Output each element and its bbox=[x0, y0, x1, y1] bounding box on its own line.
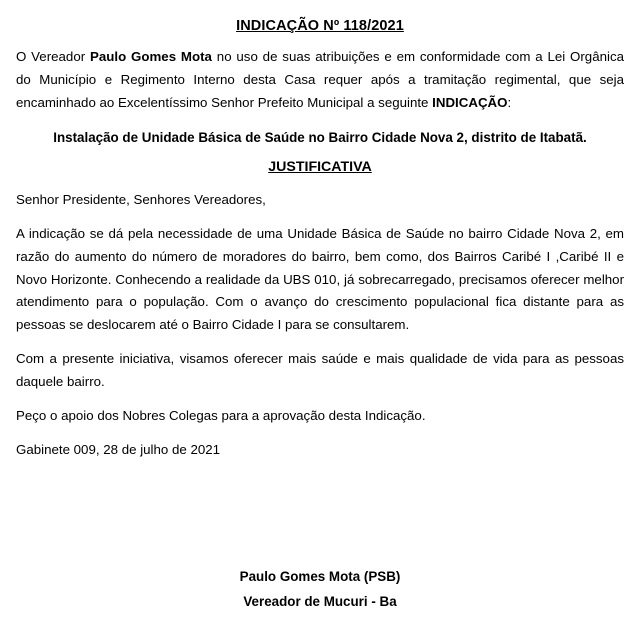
intro-after-name: no uso de suas atribuições e em conformidade com a Lei Orgânica do Município e Regimento Interno desta Casa requer após a tramitação regimental, que seja encaminhado ao Excelentíssimo Senhor Prefeito Municipal a seguinte bbox=[16, 49, 624, 110]
justification-paragraph-1: A indicação se dá pela necessidade de uma Unidade Básica de Saúde no bairro Cidade Nova 2, em razão do aumento do número de moradores do bairro, bem como, dos Bairros Caribé I ,Caribé II e Novo Horizonte. Conhecendo a realidade da UBS 010, já sobrecarregado, precisamos oferecer melhor atendimento para o população. Com o avanço do crescimento populacional fica distante para as pessoas se deslocarem até o Bairro Cidade I para se consultarem. bbox=[16, 225, 624, 333]
justification-paragraph-3: Peço o apoio dos Nobres Colegas para a aprovação desta Indicação. bbox=[16, 407, 426, 423]
signature-role: Vereador de Mucuri - Ba bbox=[243, 594, 397, 610]
request-statement: Instalação de Unidade Básica de Saúde no Bairro Cidade Nova 2, distrito de Itabatã. bbox=[53, 129, 587, 145]
signature-name: Paulo Gomes Mota (PSB) bbox=[239, 569, 401, 585]
intro-before-name: O Vereador bbox=[16, 49, 86, 64]
intro-highlight: INDICAÇÃO bbox=[432, 94, 508, 110]
intro-end: : bbox=[507, 94, 512, 110]
salutation: Senhor Presidente, Senhores Vereadores, bbox=[16, 192, 266, 208]
location-date: Gabinete 009, 28 de julho de 2021 bbox=[16, 441, 221, 457]
vereador-name: Paulo Gomes Mota bbox=[89, 49, 212, 64]
justification-paragraph-2: Com a presente iniciativa, visamos oferecer mais saúde e mais qualidade de vida para as pessoas daquele bairro. bbox=[16, 351, 624, 390]
signature-block bbox=[0, 565, 640, 615]
justification-heading: JUSTIFICATIVA bbox=[268, 159, 372, 176]
intro-paragraph bbox=[16, 46, 624, 115]
document-title: INDICAÇÃO Nº 118/2021 bbox=[236, 18, 404, 34]
